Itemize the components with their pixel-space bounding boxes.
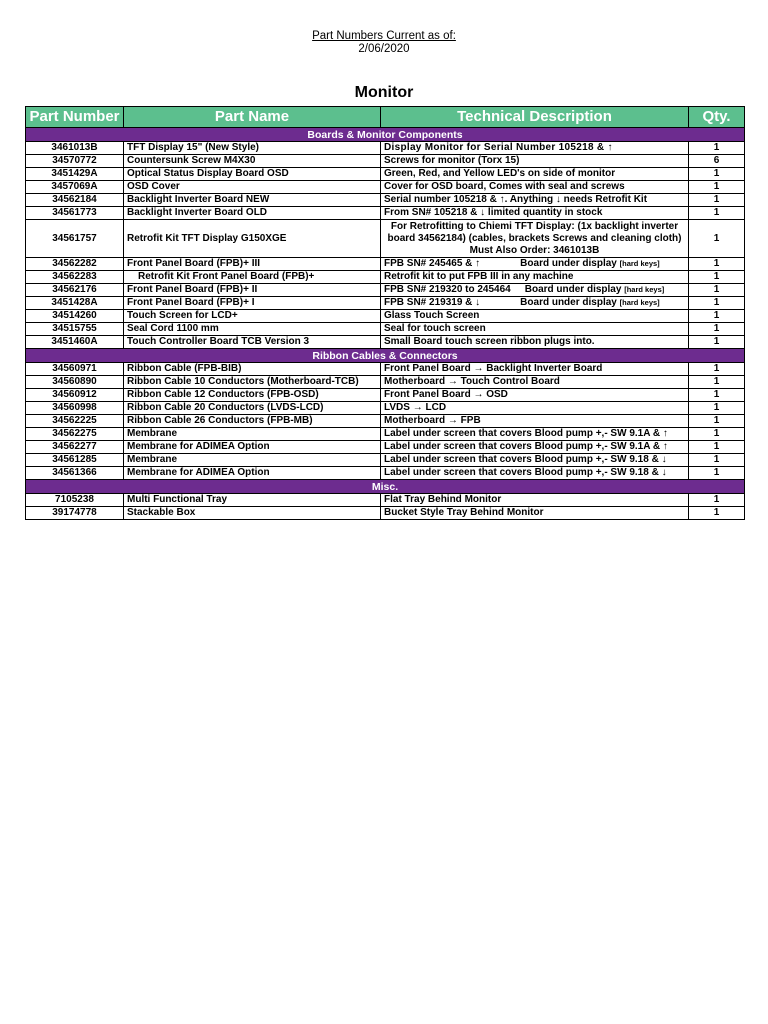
qty-cell: 1 bbox=[689, 168, 745, 181]
table-row bbox=[26, 207, 745, 220]
part-name-cell: Ribbon Cable 12 Conductors (FPB-OSD) bbox=[124, 389, 381, 402]
column-header-description: Technical Description bbox=[381, 107, 689, 128]
part-number-cell: 34561285 bbox=[26, 454, 124, 467]
table-row bbox=[26, 441, 745, 454]
qty-cell: 1 bbox=[689, 142, 745, 155]
column-header-part-number: Part Number bbox=[26, 107, 124, 128]
qty-cell: 1 bbox=[689, 389, 745, 402]
table-header-row bbox=[26, 107, 745, 128]
table-row bbox=[26, 220, 745, 258]
qty-cell: 1 bbox=[689, 441, 745, 454]
part-name-cell: Touch Controller Board TCB Version 3 bbox=[124, 336, 381, 349]
description-cell: LVDS → LCD bbox=[381, 402, 689, 415]
description-cell: Retrofit kit to put FPB III in any machine bbox=[381, 271, 689, 284]
table-row bbox=[26, 336, 745, 349]
part-name-cell: Touch Screen for LCD+ bbox=[124, 310, 381, 323]
part-name-text: Retrofit Kit Front Panel Board (FPB)+ bbox=[138, 271, 315, 282]
qty-cell: 1 bbox=[689, 271, 745, 284]
description-cell: Serial number 105218 & ↑. Anything ↓ needs Retrofit Kit bbox=[381, 194, 689, 207]
section-header-boards bbox=[26, 128, 745, 142]
part-number-cell: 34562176 bbox=[26, 284, 124, 297]
description-cell bbox=[381, 258, 689, 271]
part-number-cell: 34560971 bbox=[26, 363, 124, 376]
table-row bbox=[26, 194, 745, 207]
qty-cell: 1 bbox=[689, 415, 745, 428]
qty-cell: 1 bbox=[689, 258, 745, 271]
part-name-cell: Backlight Inverter Board NEW bbox=[124, 194, 381, 207]
description-cell: Motherboard → FPB bbox=[381, 415, 689, 428]
description-line: For Retrofitting to Chiemi TFT Display: (1x backlight inverter bbox=[390, 220, 679, 232]
table-row bbox=[26, 323, 745, 336]
part-number-cell: 34570772 bbox=[26, 155, 124, 168]
document-header bbox=[0, 30, 768, 56]
description-cell: Green, Red, and Yellow LED's on side of monitor bbox=[381, 168, 689, 181]
description-cell: Glass Touch Screen bbox=[381, 310, 689, 323]
part-number-cell: 34560912 bbox=[26, 389, 124, 402]
description-cell bbox=[381, 284, 689, 297]
part-number-cell: 34560890 bbox=[26, 376, 124, 389]
section-title: Ribbon Cables & Connectors bbox=[26, 349, 745, 363]
part-number-cell: 3457069A bbox=[26, 181, 124, 194]
part-number-cell: 34560998 bbox=[26, 402, 124, 415]
qty-cell: 1 bbox=[689, 336, 745, 349]
part-number-cell: 34515755 bbox=[26, 323, 124, 336]
qty-cell: 1 bbox=[689, 402, 745, 415]
description-cell: Label under screen that covers Blood pump +,- SW 9.18 & ↓ bbox=[381, 467, 689, 480]
table-row bbox=[26, 428, 745, 441]
qty-cell: 1 bbox=[689, 207, 745, 220]
description-cell bbox=[381, 220, 689, 258]
part-name-cell: Front Panel Board (FPB)+ I bbox=[124, 297, 381, 310]
part-number-cell: 3451460A bbox=[26, 336, 124, 349]
qty-cell: 1 bbox=[689, 194, 745, 207]
qty-cell: 1 bbox=[689, 310, 745, 323]
table-row bbox=[26, 284, 745, 297]
description-note: [hard keys] bbox=[619, 298, 660, 307]
description-cell: Cover for OSD board, Comes with seal and screws bbox=[381, 181, 689, 194]
part-number-cell: 34562282 bbox=[26, 258, 124, 271]
section-title: Misc. bbox=[26, 480, 745, 494]
table-row bbox=[26, 310, 745, 323]
qty-cell: 1 bbox=[689, 467, 745, 480]
page-title: Monitor bbox=[354, 84, 414, 101]
part-name-cell: Membrane bbox=[124, 428, 381, 441]
part-name-cell: TFT Display 15" (New Style) bbox=[124, 142, 381, 155]
part-name-cell bbox=[124, 271, 381, 284]
table-row bbox=[26, 271, 745, 284]
part-number-cell: 34561366 bbox=[26, 467, 124, 480]
section-header-misc bbox=[26, 480, 745, 494]
description-cell: Front Panel Board → Backlight Inverter Board bbox=[381, 363, 689, 376]
qty-cell: 1 bbox=[689, 428, 745, 441]
description-cell bbox=[381, 297, 689, 310]
part-name-cell: OSD Cover bbox=[124, 181, 381, 194]
description-cell: Motherboard → Touch Control Board bbox=[381, 376, 689, 389]
part-name-cell: Membrane for ADIMEA Option bbox=[124, 441, 381, 454]
part-name-cell: Membrane bbox=[124, 454, 381, 467]
part-name-cell: Ribbon Cable 26 Conductors (FPB-MB) bbox=[124, 415, 381, 428]
description-extra: Board under display bbox=[520, 297, 617, 308]
header-date: 2/06/2020 bbox=[358, 43, 410, 55]
part-number-cell: 34562275 bbox=[26, 428, 124, 441]
part-number-cell: 3461013B bbox=[26, 142, 124, 155]
part-name-cell: Ribbon Cable 10 Conductors (Motherboard-TCB) bbox=[124, 376, 381, 389]
qty-cell: 1 bbox=[689, 363, 745, 376]
part-number-cell: 34562277 bbox=[26, 441, 124, 454]
table-row bbox=[26, 454, 745, 467]
description-cell: Display Monitor for Serial Number 105218 & ↑ bbox=[381, 142, 689, 155]
section-title: Boards & Monitor Components bbox=[26, 128, 745, 142]
qty-cell: 1 bbox=[689, 454, 745, 467]
qty-cell: 1 bbox=[689, 220, 745, 258]
parts-table bbox=[25, 106, 745, 520]
table-row bbox=[26, 415, 745, 428]
column-header-qty: Qty. bbox=[689, 107, 745, 128]
qty-cell: 6 bbox=[689, 155, 745, 168]
section-header-ribbon-cables bbox=[26, 349, 745, 363]
description-text: FPB SN# 219320 to 245464 bbox=[384, 284, 511, 295]
table-row bbox=[26, 389, 745, 402]
part-name-cell: Front Panel Board (FPB)+ II bbox=[124, 284, 381, 297]
qty-cell: 1 bbox=[689, 494, 745, 507]
description-cell: Front Panel Board → OSD bbox=[381, 389, 689, 402]
qty-cell: 1 bbox=[689, 284, 745, 297]
part-name-cell: Optical Status Display Board OSD bbox=[124, 168, 381, 181]
description-note: [hard keys] bbox=[619, 259, 660, 268]
part-name-cell: Seal Cord 1100 mm bbox=[124, 323, 381, 336]
table-row bbox=[26, 258, 745, 271]
description-cell: Small Board touch screen ribbon plugs into. bbox=[381, 336, 689, 349]
description-extra: Board under display bbox=[524, 284, 622, 295]
part-number-cell: 34562225 bbox=[26, 415, 124, 428]
part-number-cell: 34562283 bbox=[26, 271, 124, 284]
description-cell: Label under screen that covers Blood pump +,- SW 9.18 & ↓ bbox=[381, 454, 689, 467]
qty-cell: 1 bbox=[689, 507, 745, 520]
part-name-cell: Backlight Inverter Board OLD bbox=[124, 207, 381, 220]
table-row bbox=[26, 168, 745, 181]
description-cell: Label under screen that covers Blood pump +,- SW 9.1A & ↑ bbox=[381, 428, 689, 441]
table-row bbox=[26, 494, 745, 507]
part-number-cell: 34561757 bbox=[26, 220, 124, 258]
description-note: [hard keys] bbox=[624, 285, 665, 294]
table-row bbox=[26, 142, 745, 155]
qty-cell: 1 bbox=[689, 323, 745, 336]
part-number-cell: 34561773 bbox=[26, 207, 124, 220]
part-name-cell: Ribbon Cable (FPB-BIB) bbox=[124, 363, 381, 376]
part-number-cell: 3451428A bbox=[26, 297, 124, 310]
part-name-cell: Multi Functional Tray bbox=[124, 494, 381, 507]
table-row bbox=[26, 155, 745, 168]
table-row bbox=[26, 507, 745, 520]
qty-cell: 1 bbox=[689, 297, 745, 310]
qty-cell: 1 bbox=[689, 376, 745, 389]
description-extra: Board under display bbox=[520, 258, 617, 269]
part-number-cell: 7105238 bbox=[26, 494, 124, 507]
description-text: FPB SN# 219319 & ↓ bbox=[384, 297, 481, 308]
part-number-cell: 34562184 bbox=[26, 194, 124, 207]
part-name-cell: Stackable Box bbox=[124, 507, 381, 520]
description-cell: From SN# 105218 & ↓ limited quantity in stock bbox=[381, 207, 689, 220]
description-cell: Seal for touch screen bbox=[381, 323, 689, 336]
description-cell: Label under screen that covers Blood pump +,- SW 9.1A & ↑ bbox=[381, 441, 689, 454]
table-row bbox=[26, 181, 745, 194]
part-name-cell: Ribbon Cable 20 Conductors (LVDS-LCD) bbox=[124, 402, 381, 415]
part-number-cell: 3451429A bbox=[26, 168, 124, 181]
description-line: Must Also Order: 3461013B bbox=[469, 244, 600, 256]
table-row bbox=[26, 297, 745, 310]
description-text: FPB SN# 245465 & ↑ bbox=[384, 258, 481, 269]
table-row bbox=[26, 363, 745, 376]
part-name-cell: Membrane for ADIMEA Option bbox=[124, 467, 381, 480]
column-header-part-name: Part Name bbox=[124, 107, 381, 128]
description-cell: Bucket Style Tray Behind Monitor bbox=[381, 507, 689, 520]
table-row bbox=[26, 467, 745, 480]
table-row bbox=[26, 376, 745, 389]
part-number-cell: 34514260 bbox=[26, 310, 124, 323]
table-row bbox=[26, 402, 745, 415]
qty-cell: 1 bbox=[689, 181, 745, 194]
description-cell: Flat Tray Behind Monitor bbox=[381, 494, 689, 507]
description-line: board 34562184) (cables, brackets Screws and cleaning cloth) bbox=[387, 232, 682, 244]
header-caption: Part Numbers Current as of: bbox=[312, 30, 456, 42]
part-name-cell: Retrofit Kit TFT Display G150XGE bbox=[124, 220, 381, 258]
part-name-cell: Countersunk Screw M4X30 bbox=[124, 155, 381, 168]
part-name-cell: Front Panel Board (FPB)+ III bbox=[124, 258, 381, 271]
part-number-cell: 39174778 bbox=[26, 507, 124, 520]
description-cell: Screws for monitor (Torx 15) bbox=[381, 155, 689, 168]
